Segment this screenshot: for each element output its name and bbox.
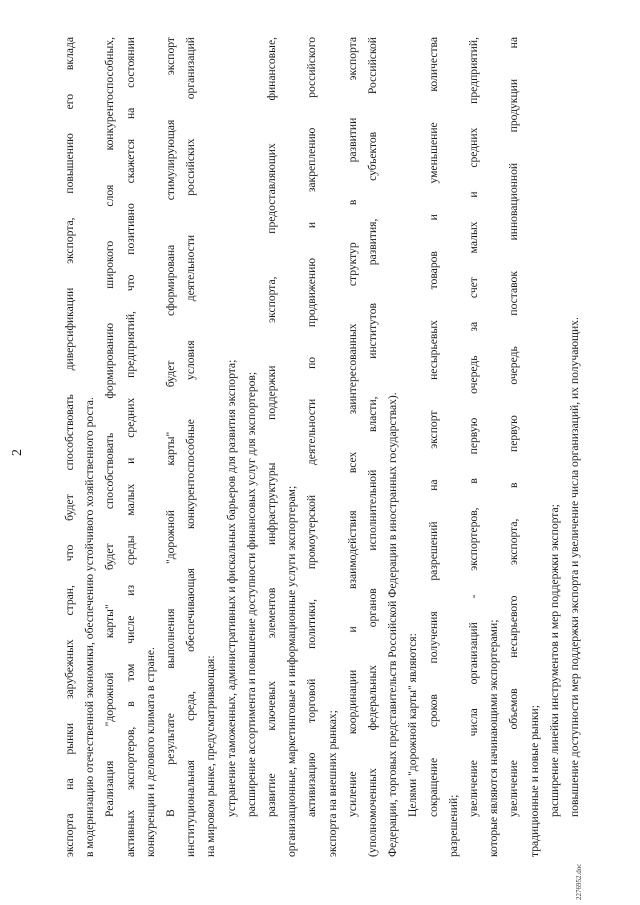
text-line: организационные, маркетинговые и информационные услуги экспортерам; [285, 485, 299, 857]
text-line: (уполномоченных федеральных органов исполнительной власти, институтов развития, субъектов Российской [366, 37, 380, 857]
text-line: активизацию торговой политики, промоутерской деятельности по продвижению и закреплению российского [305, 37, 319, 817]
text-line: Федерации, торговых представительств Российской Федерации в иностранных государствах). [386, 392, 400, 857]
text-line: усиление координации и взаимодействия всех заинтересованных структур в развитии экспорта [345, 37, 359, 817]
text-line: Реализация "дорожной карты" будет способствовать формированию широкого слоя конкурентоспособных, [103, 37, 117, 817]
text-line: Целями "дорожной карты" являются: [406, 633, 420, 817]
text-line: активных экспортеров, в том числе из среды малых и средних предприятий, что позитивно скажется на состоянии [123, 37, 137, 857]
document-body-text [60, 37, 585, 857]
text-line: расширение линейки инструментов и мер поддержки экспорта; [547, 504, 561, 817]
text-line: экспорта на внешних рынках; [325, 710, 339, 857]
text-line: которые являются начинающими экспортерами; [487, 619, 501, 857]
text-line: на мировом рынке, предусматривающая: [204, 655, 218, 857]
text-line: увеличение объемов несырьевого экспорта, в первую очередь поставок инновационной продукции на [507, 37, 521, 817]
text-line: развитие ключевых элементов инфраструктуры поддержки экспорта, предоставляющих финансовые, [265, 37, 279, 817]
text-line: конкуренции и делового климата в стране. [143, 647, 157, 857]
text-line: разрешений; [446, 794, 460, 857]
text-line: повышение доступности мер поддержки экспорта и увеличение числа организаций, их получающих. [568, 317, 582, 817]
text-line: в модернизацию отечественной экономики, обеспечению устойчивого хозяйственного роста. [83, 397, 97, 857]
text-line: традиционные и новые рынки; [527, 705, 541, 857]
text-line: В результате выполнения "дорожной карты" будет сформирована стимулирующая экспорт [164, 37, 178, 817]
text-line: сокращение сроков получения разрешений на экспорт несырьевых товаров и уменьшение количества [426, 37, 440, 817]
text-line: экспорта на рынки зарубежных стран, что будет способствовать диверсификации экспорта, повышению его вклада [63, 37, 76, 857]
page-number: 2 [10, 449, 25, 456]
text-line: устранение таможенных, административных и фискальных барьеров для развития экспорта; [224, 359, 238, 817]
text-line: расширение ассортимента и повышение доступности финансовых услуг для экспортеров; [244, 371, 258, 817]
document-file-code: 2276952.doc [575, 863, 583, 900]
text-line: институциональная среда, обеспечивающая конкурентоспособные условия деятельности российских организаций [184, 37, 198, 857]
text-line: увеличение числа организаций - экспортеров, в первую очередь за счет малых и средних предприятий, [467, 37, 481, 817]
